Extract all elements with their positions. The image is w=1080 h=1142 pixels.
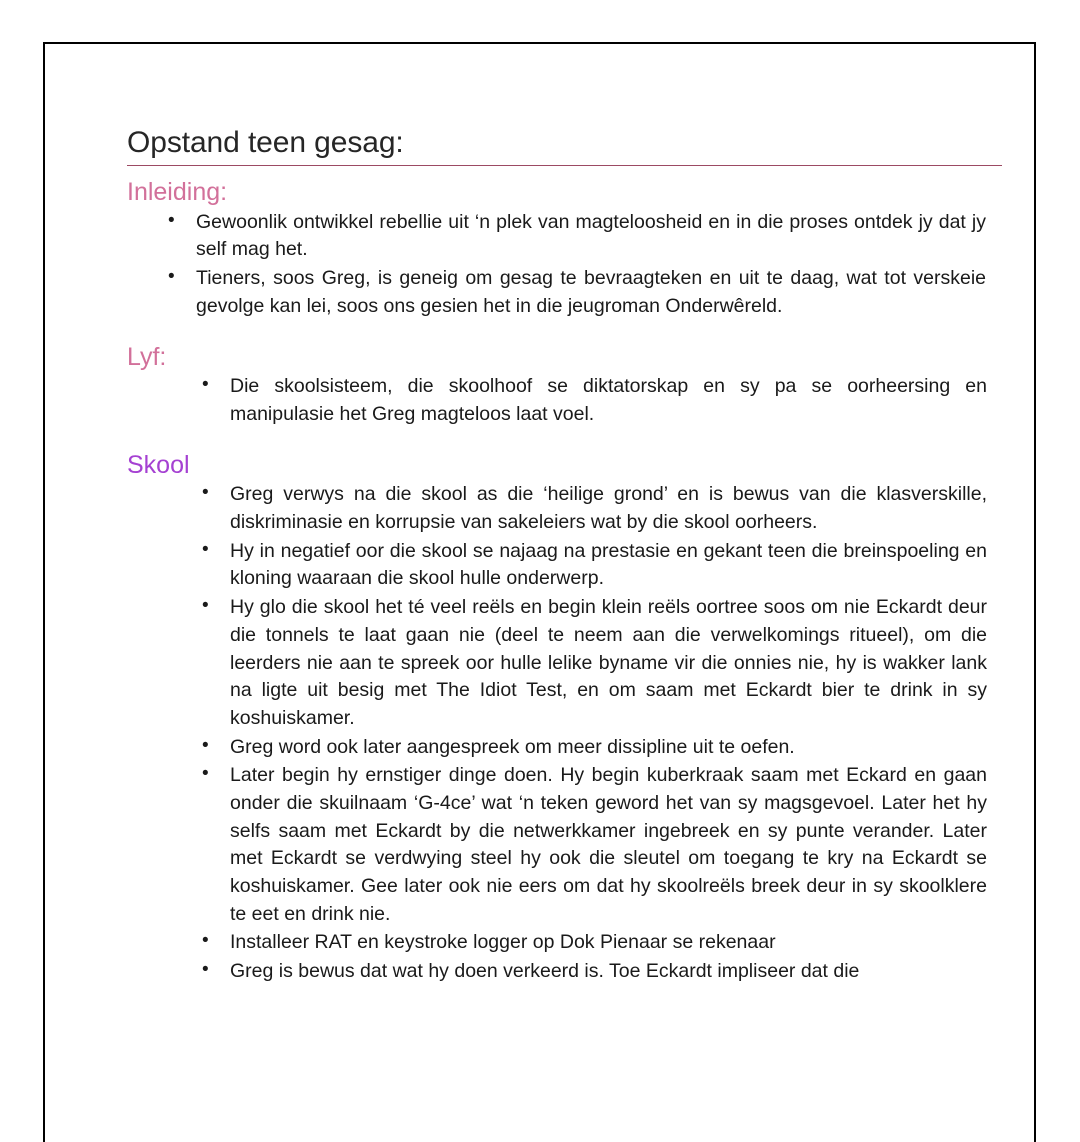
sections-container bbox=[127, 178, 1007, 986]
title-divider-rule bbox=[127, 165, 1002, 166]
section-heading-lyf: Lyf: bbox=[127, 342, 167, 371]
bullet-item: • Later begin hy ernstiger dinge doen. Hy begin kuberkraak saam met Eckard en gaan onder die skuilnaam ‘G-4ce’ wat ‘n teken geword het van sy magsgevoel. Later het hy selfs saam met Eckardt by die netwerkkamer ingebreek en sy punte verander. Later met Eckardt se verdwying steel hy ook die sleutel om toegang te kry na Eckardt se koshuiskamer. Gee later ook nie eers om dat hy skoolreëls breek deur in sy skoolklere te eet en drink nie. bbox=[202, 762, 987, 928]
section-heading-skool: Skool bbox=[127, 450, 190, 479]
bullet-item: • Greg word ook later aangespreek om meer dissipline uit te oefen. bbox=[202, 734, 987, 762]
document-body bbox=[127, 126, 1007, 987]
bullet-item: • Hy in negatief oor die skool se najaag na prestasie en gekant teen die breinspoeling en kloning waaraan die skool hulle onderwerp. bbox=[202, 538, 987, 593]
document-page-frame bbox=[43, 42, 1036, 1142]
bullet-item: • Greg verwys na die skool as die ‘heilige grond’ en is bewus van die klasverskille, diskriminasie en korrupsie van sakeleiers wat by die skool oorheers. bbox=[202, 481, 987, 536]
section-heading-inleiding: Inleiding: bbox=[127, 178, 228, 206]
bullet-list bbox=[202, 481, 1007, 985]
bullet-item: • Hy glo die skool het té veel reëls en begin klein reëls oortree soos om nie Eckardt deur die tonnels te laat gaan nie (deel te neem aan die verwelkomings ritueel), om die leerders nie aan te spreek oor hulle lelike byname vir die onnies nie, hy is wakker lank na ligte uit besig met The Idiot Test, en om saam met Eckardt bier te drink in sy koshuiskamer. bbox=[202, 594, 987, 732]
page-title: Opstand teen gesag: bbox=[127, 126, 404, 159]
bullet-item: • Installeer RAT en keystroke logger op Dok Pienaar se rekenaar bbox=[202, 929, 987, 957]
bullet-list bbox=[202, 373, 1007, 428]
bullet-item: • Greg is bewus dat wat hy doen verkeerd is. Toe Eckardt impliseer dat die bbox=[202, 958, 987, 986]
bullet-item: • Tieners, soos Greg, is geneig om gesag te bevraagteken en uit te daag, wat tot verskeie gevolge kan lei, soos ons gesien het in die jeugroman Onderwêreld. bbox=[168, 265, 986, 320]
bullet-list bbox=[168, 209, 1007, 321]
bullet-item: • Die skoolsisteem, die skoolhoof se diktatorskap en sy pa se oorheersing en manipulasie het Greg magteloos laat voel. bbox=[202, 373, 987, 428]
bullet-item: • Gewoonlik ontwikkel rebellie uit ‘n plek van magteloosheid en in die proses ontdek jy dat jy self mag het. bbox=[168, 209, 986, 264]
